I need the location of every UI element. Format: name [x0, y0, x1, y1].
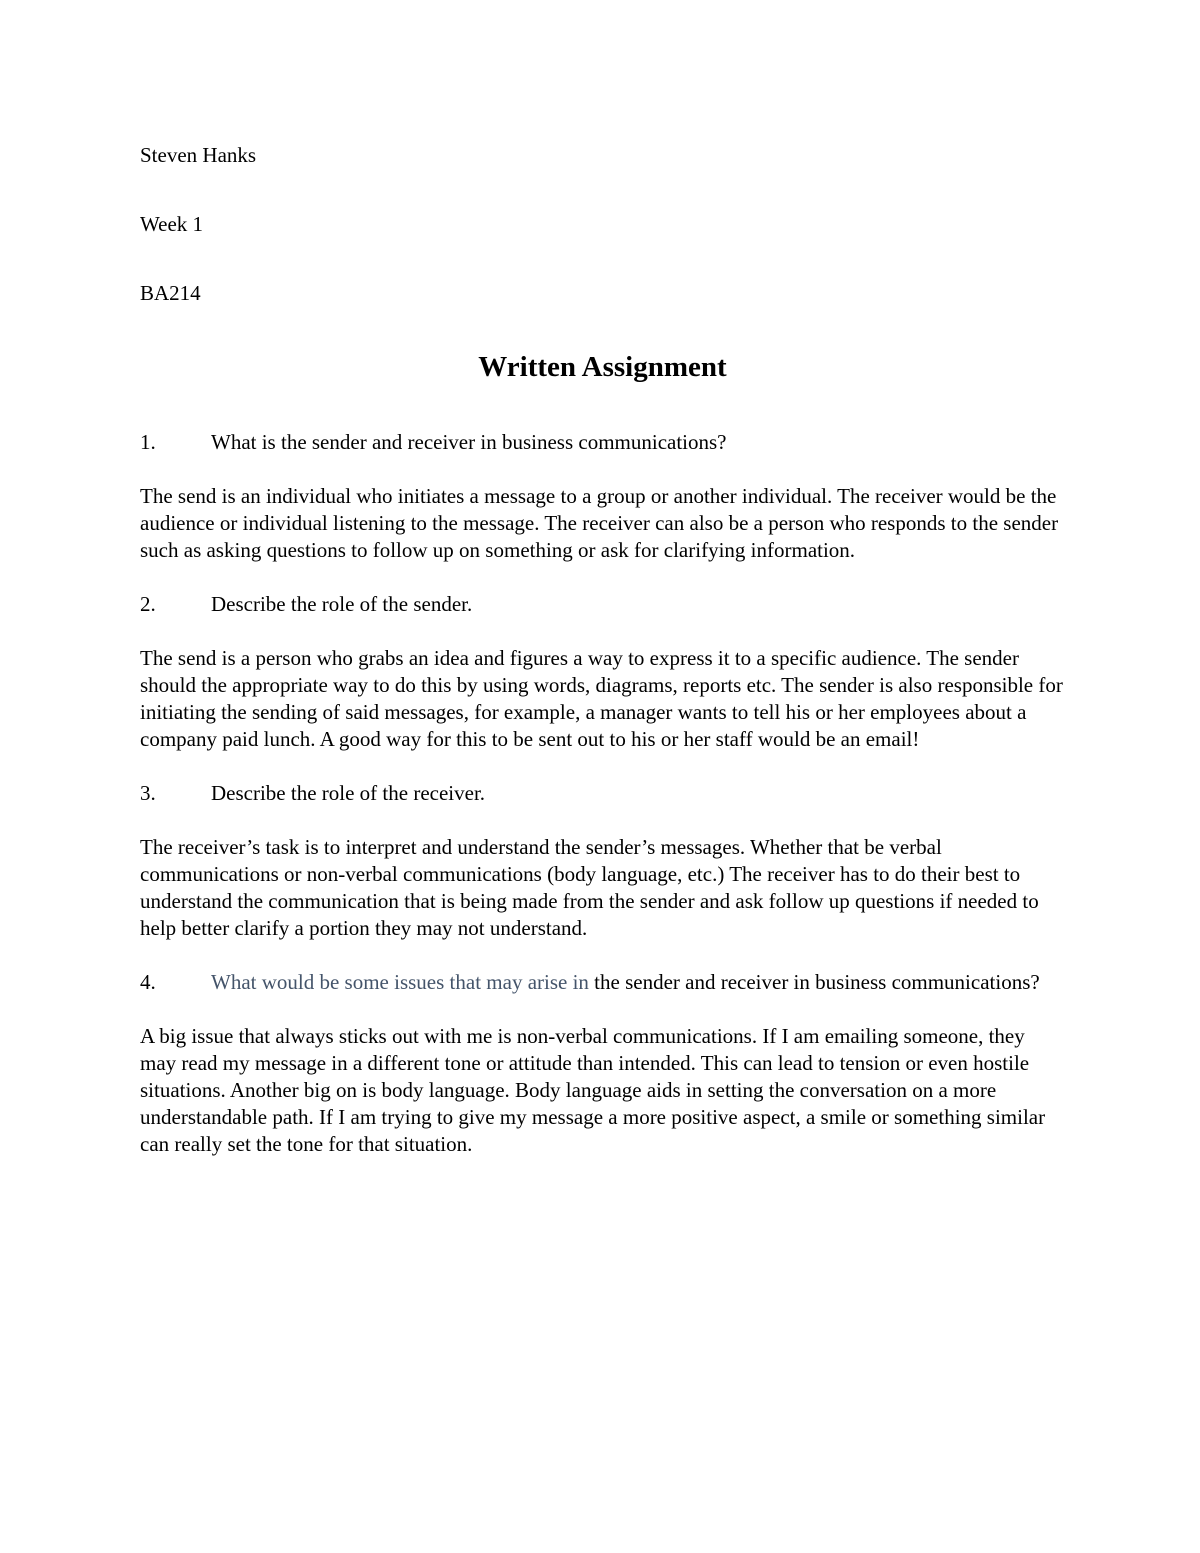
- document-title: Written Assignment: [478, 351, 727, 383]
- question-number: 3.: [140, 781, 156, 805]
- question-text: What is the sender and receiver in business communications?: [211, 430, 727, 454]
- question-text-accent: What would be some issues that may arise in: [211, 970, 589, 994]
- question-4: [140, 969, 1065, 996]
- answer-1: The send is an individual who initiates a message to a group or another individual. The receiver would be the audience or individual listening to the message. The receiver can also be a person who responds to the sender such as asking questions to follow up on something or ask for clarifying information.: [140, 484, 1059, 562]
- question-number: 4.: [140, 970, 156, 994]
- question-3: [140, 780, 1065, 807]
- question-text: Describe the role of the receiver.: [211, 781, 486, 805]
- question-number: 1.: [140, 430, 156, 454]
- document-body: [140, 142, 1065, 1185]
- week-label: Week 1: [140, 212, 204, 236]
- answer-3: The receiver’s task is to interpret and understand the sender’s messages. Whether that be verbal communications or non-verbal communications (body language, etc.) The receiver has to do their best to understand the communication that is being made from the sender and ask follow up questions if needed to help better clarify a portion they may not understand.: [140, 835, 1039, 940]
- question-text: Describe the role of the sender.: [211, 592, 473, 616]
- question-1: [140, 429, 1065, 456]
- answer-4: A big issue that always sticks out with me is non-verbal communications. If I am emailing someone, they may read my message in a different tone or attitude than intended. This can lead to tension or even hostile situations. Another big on is body language. Body language aids in setting the conversation on a more understandable path. If I am trying to give my message a more positive aspect, a smile or something similar can really set the tone for that situation.: [140, 1024, 1046, 1156]
- author-name: Steven Hanks: [140, 143, 257, 167]
- question-2: [140, 591, 1065, 618]
- answer-2: The send is a person who grabs an idea and figures a way to express it to a specific audience. The sender should the appropriate way to do this by using words, diagrams, reports etc. The sender is also responsible for initiating the sending of said messages, for example, a manager wants to tell his or her employees about a company paid lunch. A good way for this to be sent out to his or her staff would be an email!: [140, 646, 1063, 751]
- question-text-rest: the sender and receiver in business communications?: [588, 970, 1040, 994]
- question-number: 2.: [140, 592, 156, 616]
- course-code: BA214: [140, 281, 201, 305]
